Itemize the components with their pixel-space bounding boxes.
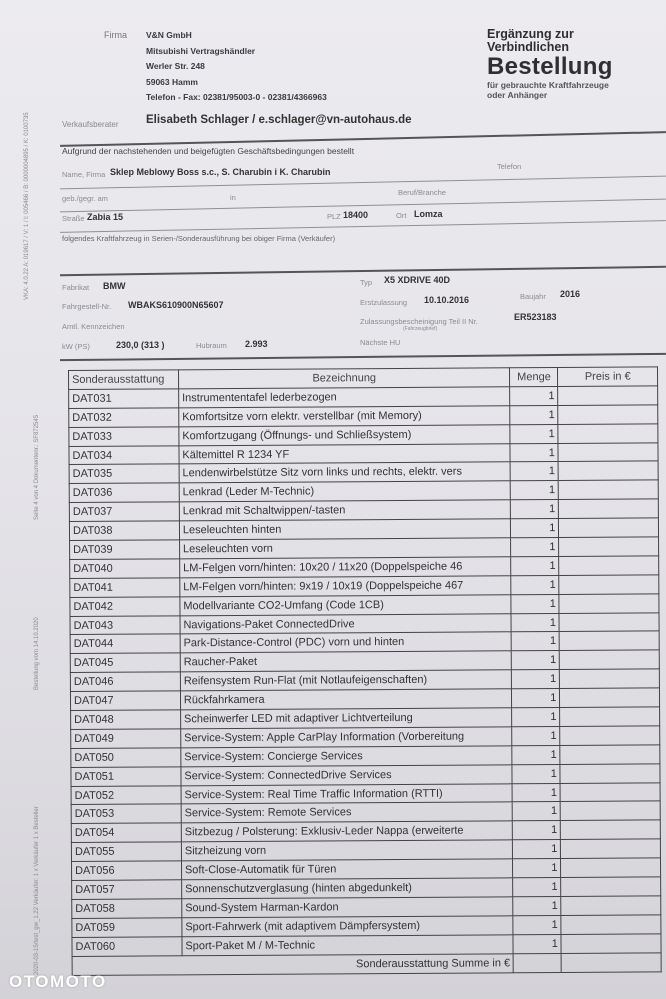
- firma-label: Firma: [104, 30, 127, 40]
- ort-value: Lomza: [414, 209, 443, 219]
- option-code: DAT041: [70, 578, 180, 598]
- option-price: [560, 650, 660, 669]
- option-code: DAT050: [71, 748, 181, 768]
- in-label: in: [230, 193, 236, 202]
- option-price: [558, 386, 658, 405]
- option-quantity: 1: [512, 764, 560, 783]
- option-code: DAT037: [69, 502, 179, 522]
- option-price: [559, 594, 659, 613]
- option-code: DAT046: [70, 672, 180, 692]
- option-quantity: 1: [512, 708, 560, 727]
- option-description: Sport-Paket M / M-Technic: [182, 935, 514, 956]
- option-quantity: 1: [513, 840, 561, 859]
- option-quantity: 1: [512, 745, 560, 764]
- option-quantity: 1: [512, 726, 560, 745]
- side-text-middle: Seite 4 von 4 Dokumentenr.: SF872545: [34, 414, 40, 520]
- option-price: [559, 518, 659, 537]
- option-description: Raucher-Paket: [180, 651, 512, 672]
- option-price: [560, 764, 660, 783]
- option-code: DAT032: [69, 408, 179, 428]
- option-price: [560, 782, 660, 801]
- vehicle-intro: folgendes Kraftfahrzeug in Serien-/Sonderausführung bei obiger Firma (Verkäufer): [62, 234, 336, 243]
- option-quantity: 1: [510, 386, 558, 405]
- option-price: [560, 726, 660, 745]
- option-description: Kältemittel R 1234 YF: [179, 443, 511, 464]
- option-quantity: 1: [511, 575, 559, 594]
- option-code: DAT036: [69, 483, 179, 503]
- option-quantity: 1: [510, 424, 558, 443]
- option-price: [558, 405, 658, 424]
- option-description: Reifensystem Run-Flat (mit Notlaufeigenschaften): [180, 670, 512, 691]
- option-quantity: 1: [513, 934, 561, 953]
- option-description: Sitzbezug / Polsterung: Exklusiv-Leder Nappa (erweiterte: [181, 821, 513, 842]
- option-quantity: 1: [513, 859, 561, 878]
- option-code: DAT035: [69, 464, 179, 484]
- option-description: LM-Felgen vorn/hinten: 10x20 / 11x20 (Doppelspeiche 46: [180, 557, 512, 578]
- option-code: DAT052: [71, 785, 181, 805]
- option-description: Instrumententafel lederbezogen: [179, 387, 511, 408]
- option-quantity: 1: [510, 443, 558, 462]
- option-description: Sound-System Harman-Kardon: [182, 897, 514, 918]
- option-quantity: 1: [511, 519, 559, 538]
- option-code: DAT056: [72, 861, 182, 881]
- option-quantity: 1: [510, 405, 558, 424]
- zb2-label: Zulassungsbescheinigung Teil II Nr.: [360, 317, 478, 326]
- option-quantity: 1: [511, 481, 559, 500]
- option-description: Scheinwerfer LED mit adaptiver Lichtverteilung: [180, 708, 512, 729]
- option-code: DAT042: [70, 597, 180, 617]
- option-quantity: 1: [513, 821, 561, 840]
- option-code: DAT048: [71, 710, 181, 730]
- option-description: Modellvariante CO2-Umfang (Code 1CB): [180, 594, 512, 615]
- dealer-address: [146, 28, 327, 106]
- option-quantity: 1: [513, 802, 561, 821]
- zb2-sub: (Fahrzeugbrief): [403, 326, 438, 332]
- option-code: DAT049: [71, 729, 181, 749]
- ez-value: 10.10.2016: [424, 295, 470, 305]
- sum-qty: [514, 953, 562, 972]
- side-text-bottom: 2020-03-15/test_gw_1.22 Verkäufer: 1 x Verkäufer 1 x Besteller: [34, 806, 40, 975]
- option-price: [561, 820, 661, 839]
- option-description: Service-System: ConnectedDrive Services: [181, 764, 513, 785]
- option-quantity: 1: [512, 670, 560, 689]
- divider: [60, 266, 666, 276]
- option-price: [559, 537, 659, 556]
- option-description: Leseleuchten vorn: [179, 538, 511, 559]
- option-quantity: 1: [513, 896, 561, 915]
- option-quantity: 1: [513, 783, 561, 802]
- option-price: [559, 612, 659, 631]
- sum-row: [72, 952, 661, 974]
- option-quantity: 1: [513, 878, 561, 897]
- option-code: DAT045: [70, 653, 180, 673]
- option-code: DAT051: [71, 767, 181, 787]
- option-description: Lendenwirbelstütze Sitz vorn links und rechts, elektr. vers: [179, 462, 511, 483]
- side-text-lower: Bestellung vom 14.10.2020: [34, 617, 40, 690]
- plz-value: 18400: [343, 210, 369, 220]
- option-description: Navigations-Paket ConnectedDrive: [180, 613, 512, 634]
- option-description: Service-System: Concierge Services: [181, 746, 513, 767]
- option-quantity: 1: [511, 556, 559, 575]
- hubraum-value: 2.993: [245, 339, 268, 349]
- option-code: DAT054: [71, 823, 181, 843]
- option-description: Service-System: Remote Services: [181, 802, 513, 823]
- otomoto-watermark: OTOMOTO: [9, 972, 107, 991]
- col-header-desc: Bezeichnung: [178, 368, 510, 389]
- option-description: Komfortzugang (Öffnungs- und Schließsystem): [179, 424, 511, 445]
- option-price: [560, 688, 660, 707]
- option-quantity: 1: [511, 594, 559, 613]
- option-code: DAT044: [70, 634, 180, 654]
- baujahr-label: Baujahr: [520, 292, 546, 301]
- option-description: Leseleuchten hinten: [179, 519, 511, 540]
- option-description: Soft-Close-Automatik für Türen: [181, 859, 513, 880]
- dealer-type: Mitsubishi Vertragshändler: [146, 45, 256, 56]
- option-price: [560, 631, 660, 650]
- name-value: Sklep Meblowy Boss s.c., S. Charubin i K. Charubin: [110, 167, 331, 177]
- option-description: Komfortsitze vorn elektr. verstellbar (mit Memory): [179, 406, 511, 427]
- fgst-label: Fahrgestell-Nr.: [62, 302, 112, 311]
- option-code: DAT038: [69, 521, 179, 541]
- buyer-intro: Aufgrund der nachstehenden und beigefügten Geschäftsbedingungen bestellt: [62, 146, 355, 156]
- divider: [60, 176, 666, 190]
- option-description: Lenkrad mit Schaltwippen/-tasten: [179, 500, 511, 521]
- option-price: [561, 839, 661, 858]
- option-price: [560, 669, 660, 688]
- fgst-value: WBAKS610900N65607: [128, 300, 224, 310]
- col-header-price: Preis in €: [558, 367, 658, 386]
- option-code: DAT059: [72, 918, 182, 938]
- option-code: DAT043: [70, 615, 180, 635]
- plz-label: PLZ: [327, 212, 341, 221]
- option-price: [559, 480, 659, 499]
- option-description: Park-Distance-Control (PDC) vorn und hinten: [180, 632, 512, 653]
- sum-price: [561, 952, 661, 971]
- name-label: Name, Firma: [62, 170, 106, 179]
- baujahr-value: 2016: [560, 289, 581, 299]
- option-price: [559, 556, 659, 575]
- typ-label: Typ: [360, 278, 373, 287]
- option-quantity: 1: [511, 500, 559, 519]
- zb2-value: ER523183: [514, 312, 557, 322]
- option-price: [560, 745, 660, 764]
- option-price: [560, 707, 660, 726]
- title-sub2: oder Anhänger: [487, 90, 548, 100]
- option-price: [561, 896, 661, 915]
- kw-label: kW (PS): [62, 342, 90, 351]
- divider: [60, 131, 666, 147]
- hubraum-label: Hubraum: [196, 341, 227, 350]
- dealer-name: V&N GmbH: [146, 30, 192, 40]
- col-header-qty: Menge: [510, 368, 558, 387]
- document-title: [487, 28, 613, 100]
- option-quantity: 1: [511, 613, 559, 632]
- option-price: [561, 801, 661, 820]
- option-price: [558, 461, 658, 480]
- side-text-top: VKA: 4.0.22 A: 019617 / V: 1 / I: 005466 / B: 0000004895 / K: 0100735: [24, 112, 30, 300]
- sum-label: Sonderausstattung Summe in €: [72, 953, 514, 975]
- option-price: [561, 858, 661, 877]
- title-main: Bestellung: [487, 53, 613, 80]
- option-description: Service-System: Apple CarPlay Information (Vorbereitung: [181, 727, 513, 748]
- option-code: DAT047: [70, 691, 180, 711]
- option-code: DAT060: [72, 937, 182, 957]
- option-code: DAT055: [71, 842, 181, 862]
- option-quantity: 1: [512, 651, 560, 670]
- option-description: Rückfahrkamera: [180, 689, 512, 710]
- option-code: DAT040: [70, 559, 180, 579]
- option-code: DAT034: [69, 445, 179, 465]
- option-quantity: 1: [512, 689, 560, 708]
- telefon-label: Telefon: [497, 162, 522, 171]
- option-price: [558, 442, 658, 461]
- option-code: DAT039: [70, 540, 180, 560]
- option-description: Sitzheizung vorn: [181, 840, 513, 861]
- col-header-code: Sonderausstattung: [69, 370, 179, 390]
- option-description: Service-System: Real Time Traffic Information (RTTI): [181, 783, 513, 804]
- option-description: Lenkrad (Leder M-Technic): [179, 481, 511, 502]
- option-code: DAT058: [72, 899, 182, 919]
- divider: [60, 353, 666, 361]
- verkaufsberater-value: Elisabeth Schlager / e.schlager@vn-autohaus.de: [146, 114, 412, 126]
- option-price: [559, 499, 659, 518]
- title-line1: Ergänzung zur: [487, 27, 574, 41]
- option-code: DAT031: [69, 389, 179, 409]
- option-price: [561, 915, 661, 934]
- verkaufsberater-label: Verkaufsberater: [62, 120, 119, 129]
- ez-label: Erstzulassung: [360, 298, 408, 307]
- option-code: DAT053: [71, 804, 181, 824]
- strasse-value: Zabia 15: [87, 212, 124, 222]
- option-price: [559, 575, 659, 594]
- option-quantity: 1: [511, 462, 559, 481]
- option-code: DAT033: [69, 426, 179, 446]
- divider: [60, 220, 666, 233]
- options-table: [68, 366, 662, 975]
- option-description: Sonnenschutzverglasung (hinten abgedunkelt): [182, 878, 514, 899]
- geb-label: geb./gegr. am: [62, 194, 108, 203]
- title-sub1: für gebrauchte Kraftfahrzeuge: [487, 80, 609, 90]
- option-code: DAT057: [72, 880, 182, 900]
- title-line2: Verbindlichen: [487, 40, 569, 54]
- typ-value: X5 XDRIVE 40D: [384, 275, 451, 285]
- option-quantity: 1: [513, 915, 561, 934]
- strasse-label: Straße: [62, 214, 85, 223]
- fabrikat-label: Fabrikat: [62, 283, 90, 292]
- option-description: Sport-Fahrwerk (mit adaptivem Dämpfersystem): [182, 916, 514, 937]
- option-price: [558, 424, 658, 443]
- option-description: LM-Felgen vorn/hinten: 9x19 / 10x19 (Doppelspeiche 467: [180, 576, 512, 597]
- option-quantity: 1: [511, 538, 559, 557]
- hu-label: Nächste HU: [360, 338, 401, 347]
- dealer-phone: Telefon - Fax: 02381/95003-0 - 02381/4366963: [146, 92, 327, 102]
- kennzeichen-label: Amtl. Kennzeichen: [62, 322, 125, 331]
- option-price: [561, 934, 661, 953]
- fabrikat-value: BMW: [103, 281, 126, 291]
- dealer-city: 59063 Hamm: [146, 76, 198, 87]
- option-price: [561, 877, 661, 896]
- dealer-street: Werler Str. 248: [146, 61, 205, 71]
- option-quantity: 1: [512, 632, 560, 651]
- kw-value: 230,0 (313 ): [116, 340, 165, 350]
- ort-label: Ort: [396, 211, 407, 220]
- beruf-label: Beruf/Branche: [398, 188, 446, 197]
